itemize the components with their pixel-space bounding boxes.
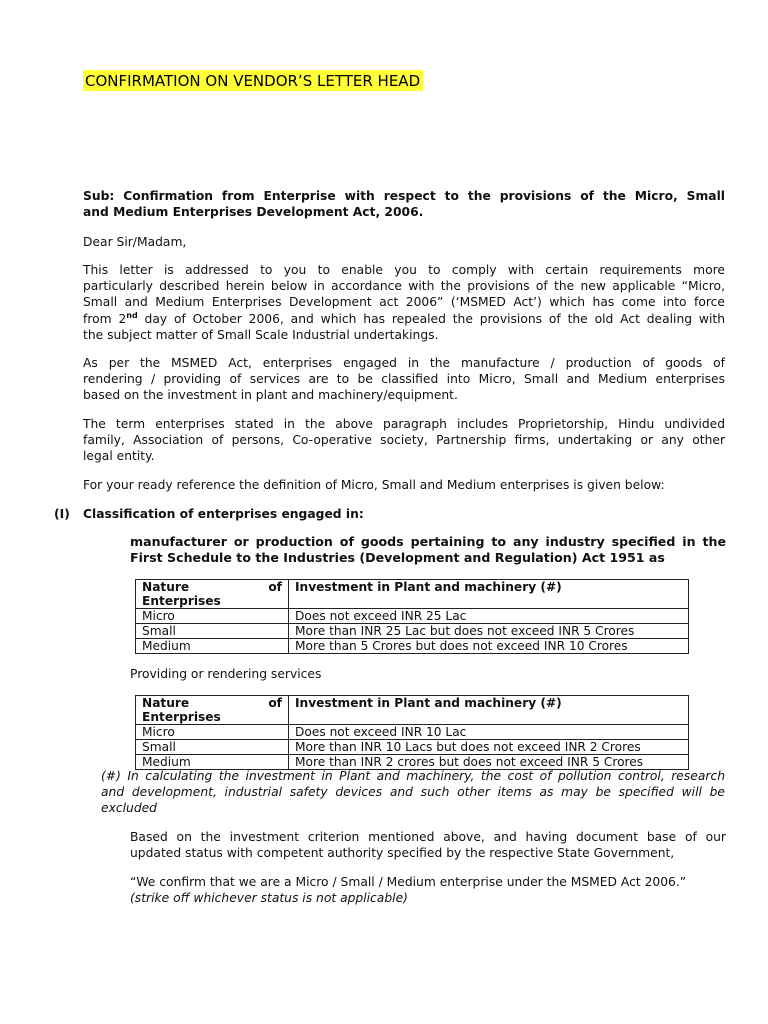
- table-row: [136, 609, 689, 624]
- manufacturing-line-2: First Schedule to the Industries (Development and Regulation) Act 1951 as: [130, 550, 665, 566]
- ordinal-suffix: nd: [126, 310, 138, 320]
- msmed-line-2: rendering / providing of services are to be classified into Micro, Small and Medium enterprises: [83, 372, 725, 387]
- category-cell: Medium: [136, 639, 289, 654]
- intro-line-4: [83, 311, 725, 327]
- confirmation-text: “We confirm that we are a Micro / Small / Medium enterprise under the MSMED Act 2006.”: [130, 875, 687, 889]
- services-classification-table: [135, 695, 689, 770]
- intro-paragraph: [83, 262, 725, 343]
- header-nature: Nature: [142, 696, 190, 710]
- limit-cell: Does not exceed INR 10 Lac: [289, 725, 689, 740]
- header-of: of: [268, 696, 282, 710]
- table-header-row: [136, 580, 689, 609]
- manufacturing-line-1: manufacturer or production of goods pertaining to any industry specified in the: [130, 534, 726, 549]
- investment-footnote: [101, 768, 725, 817]
- table-row: [136, 725, 689, 740]
- confirmation-statement: [130, 874, 726, 906]
- intro-line-1: This letter is addressed to you to enable you to comply with certain requirements more: [83, 263, 725, 277]
- intro-line-3: Small and Medium Enterprises Development act 2006” (‘MSMED Act’) which has come into force: [83, 295, 725, 310]
- limit-cell: More than 5 Crores but does not exceed INR 10 Crores: [289, 639, 689, 654]
- header-enterprises: Enterprises: [142, 594, 221, 608]
- table-row: [136, 639, 689, 654]
- term-line-2: family, Association of persons, Co-operative society, Partnership firms, undertaking or any other: [83, 433, 725, 448]
- limit-cell: More than INR 2 crores but does not exceed INR 5 Crores: [289, 755, 689, 770]
- subject-line-1: Sub: Confirmation from Enterprise with respect to the provisions of the Micro, Small: [83, 189, 725, 203]
- page-title: CONFIRMATION ON VENDOR’S LETTER HEAD: [83, 70, 423, 91]
- header-nature: Nature: [142, 580, 190, 594]
- basis-line-2: updated status with competent authority specified by the respective State Government,: [130, 846, 675, 861]
- header-investment: Investment in Plant and machinery (#): [289, 696, 689, 725]
- services-label: Providing or rendering services: [130, 667, 322, 681]
- msmed-line-1: As per the MSMED Act, enterprises engaged in the manufacture / production of goods of: [83, 356, 725, 370]
- basis-paragraph: [130, 829, 726, 861]
- msmed-paragraph: [83, 355, 725, 404]
- category-cell: Medium: [136, 755, 289, 770]
- intro-line-4-pre: from 2: [83, 311, 127, 326]
- manufacturing-classification-table: [135, 579, 689, 654]
- subject-line-2: and Medium Enterprises Development Act, 2006.: [83, 205, 424, 220]
- footnote-line-1: (#) In calculating the investment in Plant and machinery, the cost of pollution control, research: [101, 769, 725, 783]
- reference-paragraph: For your ready reference the definition of Micro, Small and Medium enterprises is given below:: [83, 478, 665, 492]
- section-title: Classification of enterprises engaged in:: [83, 507, 364, 521]
- msmed-line-3: based on the investment in plant and machinery/equipment.: [83, 388, 458, 403]
- footnote-line-2: and development, industrial safety devices and such other items as may be specified will be: [101, 785, 725, 800]
- header-nature-cell: [136, 580, 289, 609]
- category-cell: Small: [136, 740, 289, 755]
- basis-line-1: Based on the investment criterion mentioned above, and having document base of our: [130, 830, 726, 844]
- footnote-line-3: excluded: [101, 801, 157, 816]
- term-line-3: legal entity.: [83, 449, 155, 464]
- category-cell: Micro: [136, 609, 289, 624]
- salutation: Dear Sir/Madam,: [83, 235, 187, 249]
- limit-cell: More than INR 25 Lac but does not exceed INR 5 Crores: [289, 624, 689, 639]
- limit-cell: More than INR 10 Lacs but does not exceed INR 2 Crores: [289, 740, 689, 755]
- intro-line-2: particularly described herein below in accordance with the provisions of the new applicable “Micro,: [83, 279, 725, 294]
- subject-line: [83, 188, 725, 220]
- header-of: of: [268, 580, 282, 594]
- limit-cell: Does not exceed INR 25 Lac: [289, 609, 689, 624]
- manufacturing-intro: [130, 534, 726, 566]
- table-row: [136, 740, 689, 755]
- table-row: [136, 624, 689, 639]
- category-cell: Small: [136, 624, 289, 639]
- intro-line-5: the subject matter of Small Scale Industrial undertakings.: [83, 327, 439, 342]
- term-line-1: The term enterprises stated in the above paragraph includes Proprietorship, Hindu undivided: [83, 417, 725, 431]
- header-enterprises: Enterprises: [142, 710, 221, 724]
- term-paragraph: [83, 416, 725, 465]
- section-number: (I): [54, 507, 70, 521]
- table-header-row: [136, 696, 689, 725]
- header-nature-cell: [136, 696, 289, 725]
- header-investment: Investment in Plant and machinery (#): [289, 580, 689, 609]
- intro-line-4-post: day of October 2006, and which has repealed the provisions of the old Act dealing with: [137, 311, 725, 326]
- category-cell: Micro: [136, 725, 289, 740]
- strike-off-note: (strike off whichever status is not applicable): [130, 891, 408, 906]
